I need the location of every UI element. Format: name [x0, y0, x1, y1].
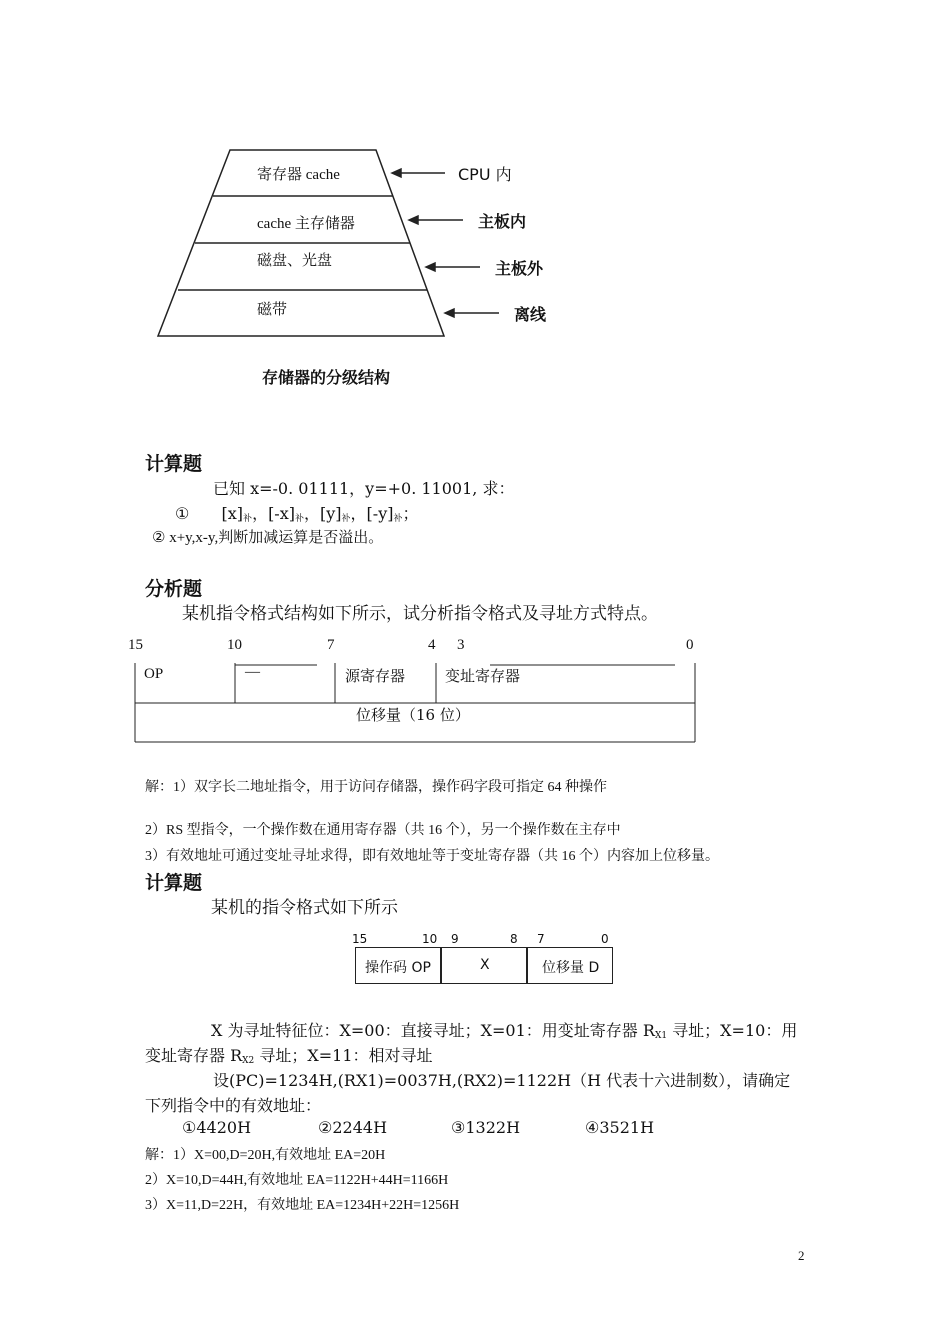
- bit-0: 0: [686, 637, 694, 653]
- solution-2: 2）X=10,D=44H,有效地址 EA=1122H+44H=1166H: [145, 1173, 449, 1188]
- label-board-out: 主板外: [495, 259, 544, 278]
- option-3: ③1322H: [451, 1118, 521, 1137]
- arrow-cpu: [392, 169, 445, 177]
- bit-7: 7: [327, 637, 335, 653]
- option-1: ①4420H: [182, 1118, 252, 1137]
- bit2-10: 10: [422, 932, 438, 946]
- page-number: 2: [798, 1248, 805, 1263]
- bit2-8: 8: [510, 932, 518, 946]
- label-board-in: 主板内: [478, 212, 527, 231]
- label-cpu: CPU 内: [458, 165, 512, 184]
- format-d-label: 位移量 D: [542, 960, 600, 976]
- field-index-register: 变址寄存器: [445, 667, 521, 685]
- option-4: ④3521H: [585, 1118, 655, 1137]
- field-op: OP: [144, 666, 164, 682]
- analysis-answer-3: 3）有效地址可通过变址寻址求得，即有效地址等于变址寄存器（共 16 个）内容加上位移量。: [145, 849, 719, 864]
- level-register: 寄存器 cache: [257, 167, 340, 183]
- question-prompt: 下列指令中的有效地址：: [145, 1096, 322, 1115]
- arrow-board-out: [426, 263, 480, 271]
- arrow-board-in: [409, 216, 463, 224]
- analysis-answer-1: 解：1）双字长二地址指令，用于访问存储器，操作码字段可指定 64 种操作: [145, 780, 607, 795]
- bit2-7: 7: [537, 932, 545, 946]
- section-heading-calc-1: 计算题: [145, 453, 203, 475]
- label-offline: 离线: [514, 305, 547, 324]
- given-values: 已知 x=-0. 01111，y=+0. 11001, 求：: [213, 479, 515, 498]
- level-main-memory: cache 主存储器: [257, 216, 355, 232]
- question-1: ① $[x]_补$，$[-x]_补$，$[y]_补$，$[-y]_补$；: [175, 504, 419, 524]
- bit2-9: 9: [451, 932, 459, 946]
- arrow-offline: [445, 309, 499, 317]
- option-2: ②2244H: [318, 1118, 388, 1137]
- analysis-intro: 某机指令格式结构如下所示，试分析指令格式及寻址方式特点。: [182, 604, 658, 624]
- solution-3: 3）X=11,D=22H，有效地址 EA=1234H+22H=1256H: [145, 1198, 460, 1213]
- q1-marker: ①: [175, 504, 190, 523]
- solution-1: 解：1）X=00,D=20H,有效地址 EA=20H: [145, 1148, 386, 1163]
- bit-15: 15: [128, 637, 143, 653]
- format-op-label: 操作码 OP: [365, 960, 431, 976]
- memory-hierarchy-diagram: [0, 0, 950, 400]
- addressing-desc-line1: X 为寻址特征位：X=00：直接寻址；X=01：用变址寄存器 $R_{X1}$ 寻址；X=10：用: [211, 1021, 798, 1041]
- format-x-label: X: [480, 957, 490, 973]
- diagram-caption: 存储器的分级结构: [262, 368, 391, 387]
- section-heading-calc-2: 计算题: [145, 872, 203, 894]
- field-displacement: 位移量（16 位）: [356, 706, 470, 724]
- bit-10: 10: [227, 637, 242, 653]
- bit2-0: 0: [601, 932, 609, 946]
- bit-3: 3: [457, 637, 465, 653]
- addressing-desc-line2: 变址寄存器 $R_{X2}$ 寻址；X=11：相对寻址: [145, 1046, 433, 1066]
- section-heading-analysis: 分析题: [145, 578, 203, 600]
- analysis-answer-2: 2）RS 型指令，一个操作数在通用寄存器（共 16 个），另一个操作数在主存中: [145, 823, 621, 838]
- level-tape: 磁带: [257, 302, 288, 318]
- question-2: ② x+y,x-y,判断加减运算是否溢出。: [152, 530, 384, 546]
- register-values: 设(PC)=1234H,(RX1)=0037H,(RX2)=1122H（H 代表十六进制数），请确定: [213, 1071, 791, 1090]
- field-source-register: 源寄存器: [345, 667, 406, 685]
- field-blank: —: [245, 664, 260, 680]
- level-disk: 磁盘、光盘: [257, 253, 333, 269]
- bit-4: 4: [428, 637, 436, 653]
- format-intro: 某机的指令格式如下所示: [211, 898, 398, 918]
- bit2-15: 15: [352, 932, 368, 946]
